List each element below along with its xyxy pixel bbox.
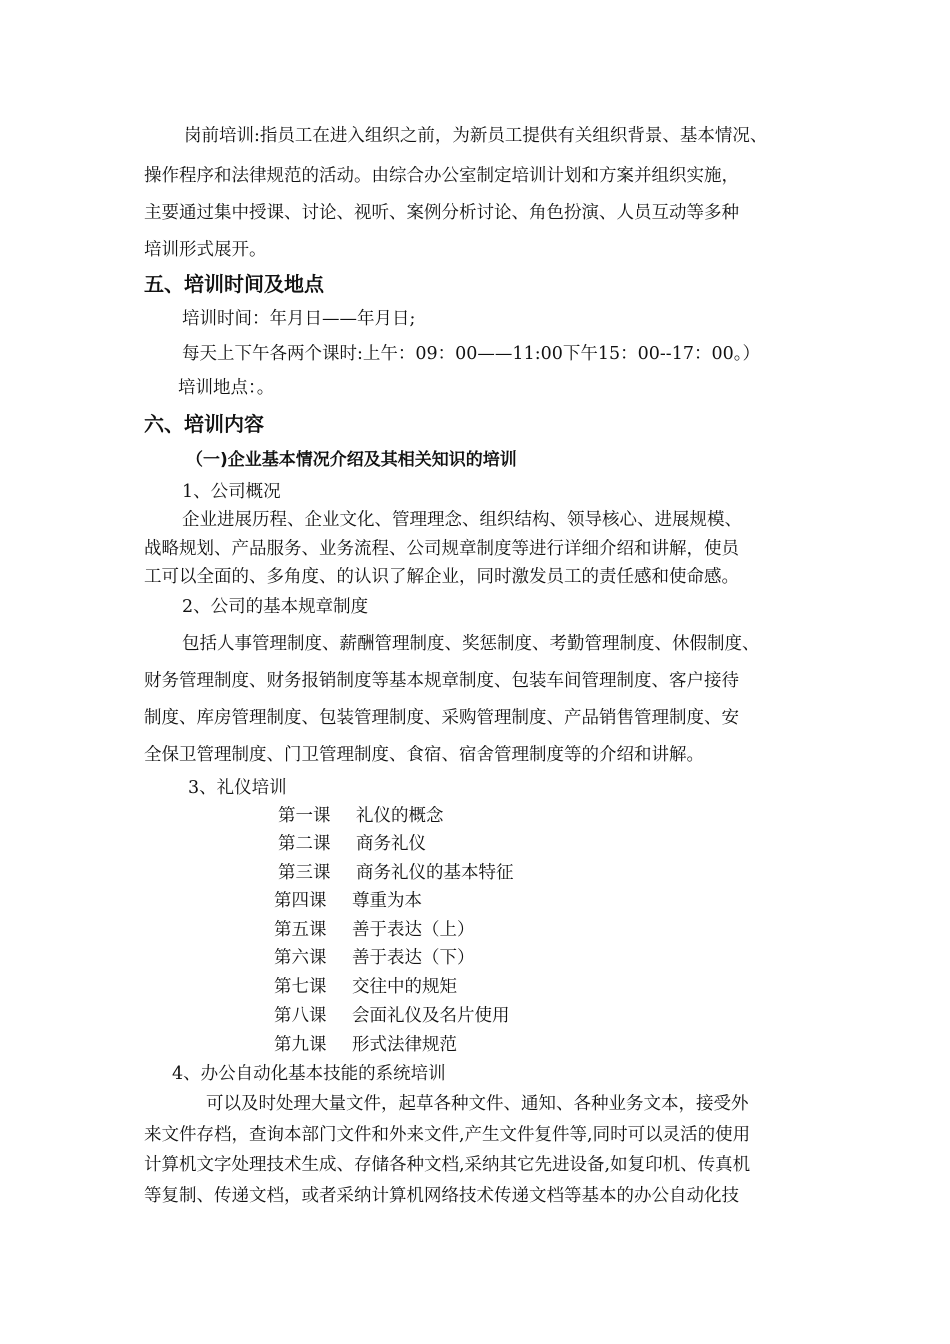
lesson-number: 第六课 <box>274 948 327 968</box>
lesson-row <box>274 1035 457 1056</box>
subsection-1-title: （一)企业基本情况介绍及其相关知识的培训 <box>186 450 517 470</box>
lesson-name: 交往中的规矩 <box>352 977 457 997</box>
lesson-number: 第七课 <box>274 977 327 997</box>
lesson-row <box>274 977 457 998</box>
lesson-row <box>274 891 422 912</box>
item2-title: 2、公司的基本规章制度 <box>182 597 369 617</box>
lesson-row <box>278 863 514 884</box>
training-time: 培训时间：年月日——年月日; <box>182 309 416 329</box>
item4-line-4: 等复制、传递文档，或者采纳计算机网络技术传递文档等基本的办公自动化技 <box>144 1186 739 1206</box>
item1-line-2: 战略规划、产品服务、业务流程、公司规章制度等进行详细介绍和讲解，使员 <box>144 539 739 559</box>
item2-line-4: 全保卫管理制度、门卫管理制度、食宿、宿舍管理制度等的介绍和讲解。 <box>144 745 704 765</box>
lesson-name: 商务礼仪 <box>356 834 426 854</box>
item2-line-2: 财务管理制度、财务报销制度等基本规章制度、包装车间管理制度、客户接待 <box>144 671 739 691</box>
lesson-name: 形式法律规范 <box>352 1035 457 1055</box>
item1-title: 1、公司概况 <box>182 482 281 502</box>
lesson-row <box>278 834 426 855</box>
item2-line-3: 制度、库房管理制度、包装管理制度、采购管理制度、产品销售管理制度、安 <box>144 708 739 728</box>
intro-line-1: 岗前培训:指员工在进入组织之前，为新员工提供有关组织背景、基本情况、 <box>184 126 768 146</box>
intro-line-2: 操作程序和法律规范的活动。由综合办公室制定培训计划和方案并组织实施， <box>144 166 739 186</box>
lesson-number: 第二课 <box>278 834 331 854</box>
training-schedule: 每天上下午各两个课时:上午：09：00——11:00下午15：00--17：00。） <box>182 344 761 364</box>
item4-title: 4、办公自动化基本技能的系统培训 <box>172 1064 446 1084</box>
lesson-number: 第四课 <box>274 891 327 911</box>
section5-heading: 五、培训时间及地点 <box>144 272 324 296</box>
lesson-name: 会面礼仪及名片使用 <box>352 1006 510 1026</box>
lesson-name: 善于表达（下） <box>352 948 475 968</box>
intro-line-3: 主要通过集中授课、讨论、视听、案例分析讨论、角色扮演、人员互动等多种 <box>144 203 739 223</box>
item1-line-3: 工可以全面的、多角度、的认识了解企业，同时激发员工的责任感和使命感。 <box>144 567 739 587</box>
lesson-name: 善于表达（上） <box>352 920 475 940</box>
section6-heading: 六、培训内容 <box>144 412 264 436</box>
lesson-row <box>274 920 475 941</box>
lesson-name: 尊重为本 <box>352 891 422 911</box>
lesson-name: 礼仪的概念 <box>356 806 444 826</box>
lesson-row <box>274 1006 510 1027</box>
item2-line-1: 包括人事管理制度、薪酬管理制度、奖惩制度、考勤管理制度、休假制度、 <box>182 634 760 654</box>
lesson-number: 第八课 <box>274 1006 327 1026</box>
lesson-row <box>278 806 444 827</box>
item3-title: 3、礼仪培训 <box>188 778 287 798</box>
lesson-number: 第三课 <box>278 863 331 883</box>
item1-line-1: 企业进展历程、企业文化、管理理念、组织结构、领导核心、进展规模、 <box>182 510 742 530</box>
item4-line-2: 来文件存档，查询本部门文件和外来文件,产生文件复件等,同时可以灵活的使用 <box>144 1125 751 1145</box>
training-place: 培训地点：。 <box>178 378 275 398</box>
item4-line-3: 计算机文字处理技术生成、存储各种文档,采纳其它先进设备,如复印机、传真机 <box>144 1155 751 1175</box>
lesson-name: 商务礼仪的基本特征 <box>356 863 514 883</box>
item4-line-1: 可以及时处理大量文件，起草各种文件、通知、各种业务文本，接受外 <box>206 1094 749 1114</box>
intro-line-4: 培训形式展开。 <box>144 240 267 260</box>
lesson-row <box>274 948 475 969</box>
lesson-number: 第九课 <box>274 1035 327 1055</box>
lesson-number: 第一课 <box>278 806 331 826</box>
lesson-number: 第五课 <box>274 920 327 940</box>
